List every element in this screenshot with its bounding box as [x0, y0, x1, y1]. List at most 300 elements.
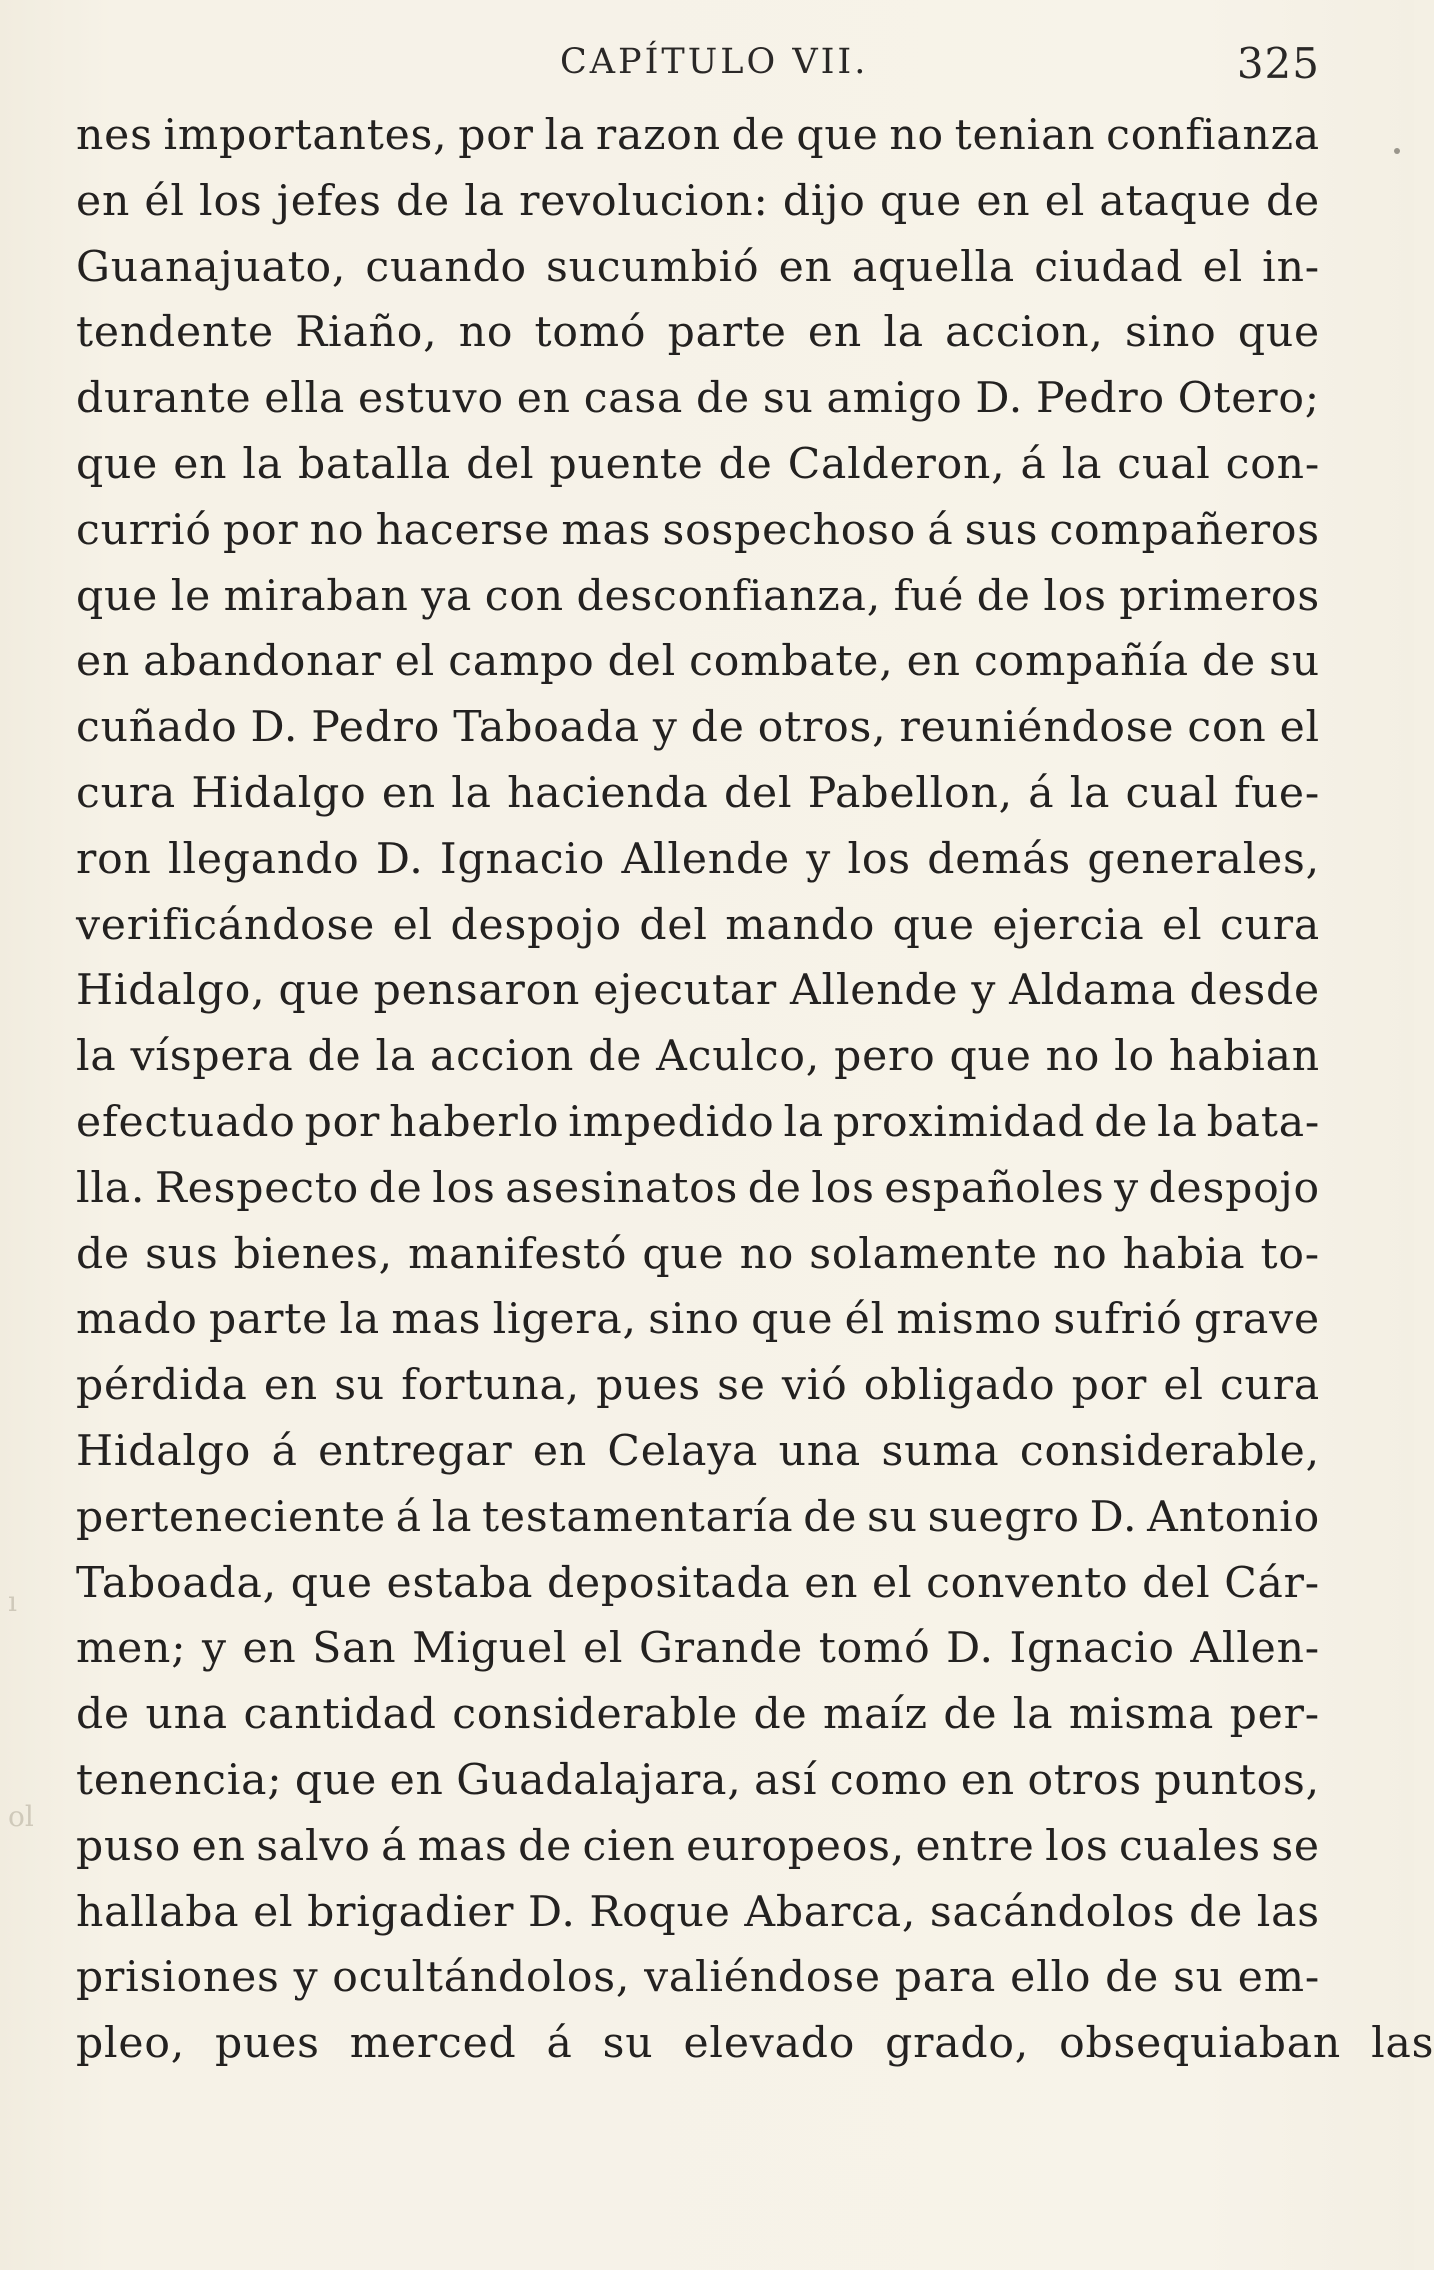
word: desconfianza,: [576, 571, 882, 621]
word: de: [76, 1690, 130, 1740]
word: ciudad: [1034, 242, 1184, 292]
word: el: [1162, 900, 1203, 950]
word: y: [293, 1953, 319, 2003]
word: aquella: [851, 242, 1016, 292]
word: á: [1020, 439, 1047, 489]
word: miraban: [223, 571, 409, 621]
word: razon: [595, 111, 721, 160]
word: jefes: [276, 176, 382, 226]
word: bienes,: [233, 1229, 393, 1279]
word: su: [1269, 637, 1320, 687]
word: con: [1187, 703, 1267, 753]
word: Pedro: [311, 703, 441, 753]
word: mas: [561, 505, 652, 555]
word: no: [889, 111, 944, 160]
word: la: [1012, 1690, 1054, 1740]
word: pensaron: [373, 966, 581, 1016]
word: merced: [349, 2019, 517, 2069]
word: sucumbió: [546, 242, 760, 292]
word: y: [971, 966, 997, 1016]
word: cual: [1125, 768, 1219, 818]
word: despojo: [1148, 1163, 1320, 1213]
word: importantes,: [163, 111, 448, 160]
word: de: [307, 1032, 362, 1082]
word: grado,: [885, 2019, 1030, 2069]
word: en: [76, 176, 131, 226]
word: currió: [76, 505, 212, 555]
word: la: [242, 439, 283, 489]
word: la: [339, 1295, 380, 1345]
word: prisiones: [76, 1953, 280, 2003]
word: de: [1202, 637, 1257, 687]
word: tomó: [534, 308, 647, 358]
word: Guadalajara,: [456, 1755, 742, 1805]
word: el: [1163, 1361, 1204, 1411]
word: que: [642, 1229, 725, 1279]
word: considerable,: [1019, 1426, 1320, 1476]
word: pérdida: [76, 1361, 248, 1411]
word: Ignacio: [439, 834, 606, 884]
word: mando: [725, 900, 876, 950]
word: generales,: [1087, 834, 1320, 884]
word: que: [1237, 308, 1320, 358]
word: parte: [667, 308, 787, 358]
word: el: [582, 1624, 624, 1674]
word: Roque: [589, 1887, 731, 1937]
word: haberlo: [389, 1097, 560, 1147]
word: batalla: [297, 439, 452, 489]
word: tenencia;: [76, 1755, 283, 1805]
word: depositada: [546, 1558, 791, 1608]
word: la: [76, 1032, 117, 1082]
word: bata-: [1206, 1097, 1320, 1147]
word: su: [334, 1361, 385, 1411]
body-text: [76, 111, 1434, 2089]
word: accion,: [945, 308, 1104, 358]
word: Hidalgo: [76, 1426, 252, 1476]
word: el: [1044, 176, 1086, 226]
word: que: [76, 439, 159, 489]
word: primeros: [1119, 571, 1320, 621]
word: así: [754, 1755, 818, 1805]
word: la: [783, 1097, 824, 1147]
word: de: [588, 1032, 643, 1082]
word: de: [943, 1690, 998, 1740]
text-line: [76, 1361, 1320, 1431]
word: Grande: [638, 1624, 804, 1674]
word: cuñado: [76, 703, 238, 753]
word: y: [652, 703, 678, 753]
word: otros,: [757, 703, 887, 753]
word: en: [807, 308, 863, 358]
word: compañía: [973, 637, 1189, 687]
word: los: [811, 1163, 875, 1213]
word: D.: [946, 1624, 994, 1674]
word: hacienda: [507, 768, 709, 818]
word: y: [1114, 1163, 1139, 1213]
word: salvo: [256, 1821, 371, 1871]
word: del: [466, 439, 535, 489]
word: obligado: [863, 1361, 1056, 1411]
word: ataque: [1099, 176, 1252, 226]
word: cura: [76, 768, 177, 818]
word: la: [1061, 439, 1103, 489]
word: que: [76, 571, 159, 621]
word: cien: [582, 1821, 676, 1871]
word: no: [739, 1229, 795, 1279]
word: de: [1189, 1887, 1244, 1937]
word: Hidalgo,: [76, 966, 266, 1016]
bleed-through-mark: ol: [8, 1800, 34, 1833]
word: y: [806, 834, 832, 884]
word: en: [906, 637, 961, 687]
word: Riaño,: [295, 308, 438, 358]
word: habia: [1122, 1229, 1246, 1279]
word: nes: [76, 111, 153, 160]
word: Miguel: [412, 1624, 568, 1674]
word: impedido: [568, 1097, 775, 1147]
text-line: [76, 1558, 1320, 1629]
word: de: [718, 439, 773, 489]
word: ejercia: [992, 900, 1145, 950]
word: que: [949, 1032, 1032, 1082]
word: en: [389, 1755, 444, 1805]
word: á: [271, 1426, 298, 1476]
word: españoles: [884, 1163, 1105, 1213]
word: pero: [834, 1032, 936, 1082]
word: su: [762, 374, 814, 424]
word: testamentaría: [482, 1492, 794, 1542]
word: Allende: [621, 834, 790, 884]
word: ya: [421, 571, 473, 621]
word: el: [1202, 242, 1244, 292]
word: á: [546, 2019, 573, 2069]
word: que: [751, 1295, 834, 1345]
word: Otero;: [1177, 374, 1320, 424]
word: sino: [648, 1295, 740, 1345]
word: que: [290, 1558, 373, 1608]
word: que: [879, 176, 963, 226]
word: de: [731, 111, 786, 160]
word: las: [1371, 2019, 1434, 2069]
word: el: [1279, 703, 1320, 753]
word: de: [518, 1821, 573, 1871]
word: in-: [1262, 242, 1320, 292]
word: estuvo: [358, 374, 504, 424]
word: los: [1045, 1821, 1109, 1871]
word: él: [844, 1295, 886, 1345]
word: ligera,: [492, 1295, 637, 1345]
word: verificándose: [76, 900, 376, 950]
word: cura: [1219, 900, 1320, 950]
running-head: CAPÍTULO VII.: [560, 42, 869, 82]
word: á: [381, 1821, 408, 1871]
word: de: [1094, 1097, 1149, 1147]
word: de: [696, 374, 751, 424]
word: proximidad: [832, 1097, 1086, 1147]
word: convento: [926, 1558, 1129, 1608]
word: grave: [1193, 1295, 1320, 1345]
word: una: [778, 1426, 862, 1476]
word: tomó: [818, 1624, 931, 1674]
word: que: [278, 966, 361, 1016]
word: obsequiaban: [1059, 2019, 1342, 2069]
text-line: [76, 439, 1320, 510]
word: Calderon,: [787, 439, 1006, 489]
word: sus: [964, 505, 1039, 555]
text-line: [76, 966, 1320, 1036]
word: puente: [549, 439, 704, 489]
word: hallaba: [76, 1887, 240, 1937]
word: víspera: [130, 1032, 294, 1082]
word: suma: [881, 1426, 1000, 1476]
text-line: [76, 1163, 1320, 1234]
word: su: [866, 1492, 918, 1542]
word: campo: [448, 637, 595, 687]
text-line: [76, 1032, 1320, 1102]
word: con-: [1225, 439, 1320, 489]
word: entre: [915, 1821, 1035, 1871]
word: cura: [1219, 1361, 1320, 1411]
word: en: [242, 1624, 297, 1674]
word: tendente: [76, 308, 274, 358]
word: Guanajuato,: [76, 242, 347, 292]
word: San: [312, 1624, 397, 1674]
word: casa: [583, 374, 684, 424]
word: lo: [1114, 1032, 1155, 1082]
word: él: [144, 176, 185, 226]
word: la: [451, 768, 492, 818]
word: Pedro: [1035, 374, 1165, 424]
word: sospechoso: [662, 505, 917, 555]
word: pues: [596, 1361, 701, 1411]
word: lla.: [76, 1163, 146, 1213]
word: maíz: [823, 1690, 928, 1740]
word: á: [395, 1492, 422, 1542]
word: Aculco,: [656, 1032, 821, 1082]
word: estaba: [386, 1558, 534, 1608]
text-line: [76, 571, 1320, 642]
word: llegando: [168, 834, 360, 884]
word: ocultándolos,: [332, 1953, 631, 2003]
word: en: [532, 1426, 588, 1476]
text-line: [76, 1426, 1320, 1497]
word: cuales: [1118, 1821, 1261, 1871]
text-line: [76, 1887, 1320, 1958]
word: por: [304, 1097, 381, 1147]
text-line: [76, 242, 1320, 313]
word: Cár-: [1224, 1558, 1320, 1608]
word: á: [1028, 768, 1055, 818]
word: el: [394, 637, 436, 687]
word: de: [1265, 176, 1320, 226]
word: y: [201, 1624, 227, 1674]
word: no: [1052, 1229, 1108, 1279]
word: no: [309, 505, 365, 555]
word: la: [431, 1492, 473, 1542]
word: de: [803, 1492, 858, 1542]
word: ella: [264, 374, 346, 424]
word: para: [894, 1953, 997, 2003]
text-line: [76, 703, 1320, 773]
text-line: [76, 900, 1320, 971]
word: per-: [1229, 1690, 1320, 1740]
word: el: [253, 1887, 294, 1937]
word: sino: [1124, 308, 1217, 358]
word: mismo: [896, 1295, 1042, 1345]
word: perteneciente: [76, 1492, 386, 1542]
word: vió: [781, 1361, 848, 1411]
text-line: [76, 111, 1320, 181]
word: en: [173, 439, 228, 489]
text-line: [76, 1953, 1320, 2023]
word: la: [1069, 768, 1111, 818]
word: ejecutar: [593, 966, 777, 1016]
text-line: [76, 176, 1320, 247]
word: efectuado: [76, 1097, 296, 1147]
text-line: [76, 834, 1320, 905]
word: Pabellon,: [807, 768, 1013, 818]
word: de: [76, 1229, 130, 1279]
word: abandonar: [143, 637, 382, 687]
word: en: [516, 374, 571, 424]
word: confianza: [1106, 111, 1320, 160]
word: Aldama: [1009, 966, 1177, 1016]
word: de: [690, 703, 745, 753]
word: desde: [1189, 966, 1320, 1016]
word: valiéndose: [644, 1953, 881, 2003]
word: durante: [76, 374, 252, 424]
word: ello: [1010, 1953, 1092, 2003]
word: parte: [209, 1295, 329, 1345]
text-line: [76, 1755, 1320, 1826]
text-line: [76, 1690, 1320, 1760]
word: en: [263, 1361, 318, 1411]
word: habian: [1168, 1032, 1320, 1082]
text-line: [76, 768, 1320, 839]
word: suegro: [927, 1492, 1080, 1542]
word: accion: [429, 1032, 575, 1082]
word: puntos,: [1154, 1755, 1320, 1805]
text-line: [76, 1492, 1320, 1563]
word: por: [458, 111, 534, 160]
word: en: [778, 242, 833, 292]
word: dijo: [782, 176, 866, 226]
word: fortuna,: [401, 1361, 580, 1411]
word: europeos,: [686, 1821, 906, 1871]
word: combate,: [689, 637, 894, 687]
word: del: [607, 637, 676, 687]
word: en: [804, 1558, 859, 1608]
text-line: [76, 1229, 1320, 1300]
word: una: [145, 1690, 228, 1740]
word: revolucion:: [519, 176, 769, 226]
word: misma: [1068, 1690, 1215, 1740]
text-line: [76, 308, 1320, 378]
word: la: [464, 176, 505, 226]
word: cantidad: [243, 1690, 437, 1740]
word: D.: [375, 834, 424, 884]
word: brigadier: [307, 1887, 515, 1937]
text-line: [76, 637, 1320, 707]
word: demás: [927, 834, 1071, 884]
word: los: [199, 176, 263, 226]
word: del: [639, 900, 708, 950]
word: se: [717, 1361, 766, 1411]
word: to-: [1260, 1229, 1320, 1279]
word: Taboada: [453, 703, 640, 753]
word: elevado: [683, 2019, 856, 2069]
word: que: [892, 900, 975, 950]
word: la: [375, 1032, 416, 1082]
bleed-through-mark: ı: [8, 1585, 17, 1618]
word: tenian: [954, 111, 1096, 160]
word: en: [191, 1821, 246, 1871]
word: no: [458, 308, 514, 358]
word: Abarca,: [744, 1887, 917, 1937]
word: la: [544, 111, 586, 160]
word: cuando: [365, 242, 527, 292]
word: del: [724, 768, 793, 818]
word: de: [747, 1163, 802, 1213]
word: de: [1105, 1953, 1160, 2003]
word: en: [381, 768, 436, 818]
word: del: [1142, 1558, 1211, 1608]
word: considerable: [452, 1690, 739, 1740]
word: por: [223, 505, 299, 555]
word: de: [368, 1163, 423, 1213]
word: los: [847, 834, 911, 884]
word: Hidalgo: [191, 768, 367, 818]
word: el: [872, 1558, 913, 1608]
word: Allen-: [1190, 1624, 1320, 1674]
word: fué: [893, 571, 965, 621]
text-line: [76, 1624, 1320, 1694]
margin-speck: [1394, 148, 1400, 154]
word: men;: [76, 1624, 187, 1674]
word: Celaya: [607, 1426, 759, 1476]
word: el: [392, 900, 433, 950]
word: fue-: [1234, 768, 1320, 818]
word: en: [76, 637, 131, 687]
word: mas: [417, 1821, 508, 1871]
text-line: [76, 1295, 1320, 1365]
word: en: [976, 176, 1031, 226]
word: de: [753, 1690, 808, 1740]
word: le: [170, 571, 212, 621]
page-number: 325: [1236, 39, 1320, 88]
word: D.: [1089, 1492, 1138, 1542]
word: sufrió: [1053, 1295, 1183, 1345]
word: se: [1271, 1821, 1320, 1871]
word: su: [1173, 1953, 1224, 2003]
word: hacerse: [375, 505, 551, 555]
word: mas: [391, 1295, 482, 1345]
word: los: [432, 1163, 496, 1213]
word: entregar: [318, 1426, 513, 1476]
word: cual: [1117, 439, 1211, 489]
word: la: [1157, 1097, 1198, 1147]
word: puso: [76, 1821, 182, 1871]
word: las: [1256, 1887, 1320, 1937]
word: D.: [527, 1887, 576, 1937]
word: como: [829, 1755, 949, 1805]
word: compañeros: [1049, 505, 1320, 555]
word: mado: [76, 1295, 198, 1345]
text-line: [76, 1821, 1320, 1892]
word: reuniéndose: [899, 703, 1175, 753]
word: despojo: [450, 900, 622, 950]
